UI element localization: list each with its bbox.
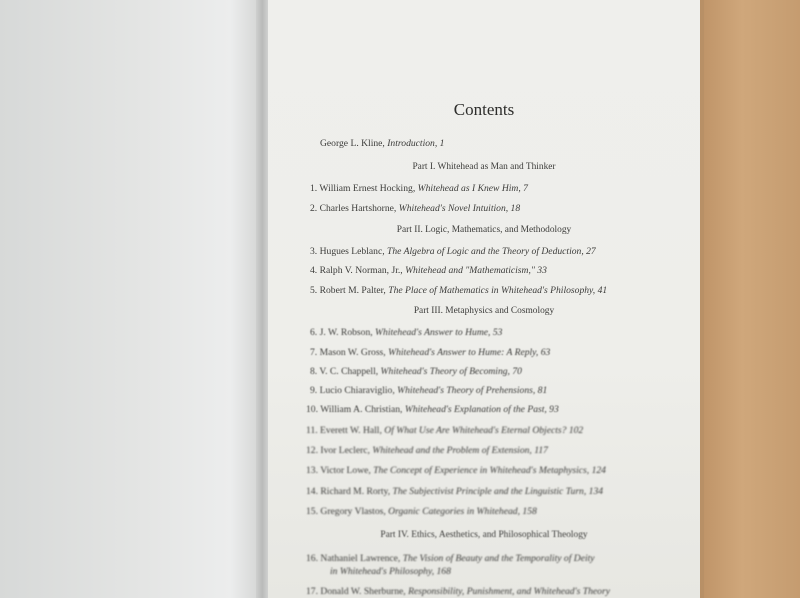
entry-number: 11. [306,425,321,436]
entry-title: The Vision of Beauty and the Temporality of Deity [402,553,595,564]
entry-title: Whitehead's Theory of Prehensions, 81 [397,385,548,396]
entry-title: Whitehead's Novel Intuition, 18 [398,203,521,214]
entry-number: 1. [310,183,320,194]
contents-page [268,0,700,598]
entry-number: 16. [306,553,321,564]
entry-number: 14. [306,486,321,497]
toc-entry [306,506,537,517]
toc-entry [310,385,547,396]
entry-number: 2. [310,203,320,214]
entry-title: Of What Use Are Whitehead's Eternal Objects? 102 [384,425,584,436]
entry-title: The Concept of Experience in Whitehead's Metaphysics, 124 [373,465,606,476]
entry-title: The Subjectivist Principle and the Linguistic Turn, 134 [392,486,604,497]
intro-entry [320,138,444,149]
part-heading: Part I. Whitehead as Man and Thinker [412,162,556,172]
entry-author: Donald W. Sherburne, [320,586,409,597]
toc-entry [306,465,606,476]
entry-number: 6. [310,327,320,338]
toc-entry [310,246,596,257]
entry-title: Whitehead's Explanation of the Past, 93 [404,404,559,415]
entry-author: William Ernest Hocking, [319,183,418,194]
toc-entry [306,425,583,436]
entry-author: Nathaniel Lawrence, [320,553,403,564]
entry-number: 13. [306,465,321,476]
entry-title: Whitehead as I Knew Him, 7 [417,183,528,194]
entry-author: Ivor Leclerc, [320,445,373,456]
entry-author: Victor Lowe, [320,465,374,476]
entry-author: Lucio Chiaraviglio, [319,385,398,396]
entry-title: Responsibility, Punishment, and Whitehead's Theory [408,586,610,597]
entry-title: Whitehead and the Problem of Extension, 117 [372,445,548,456]
entry-title: in Whitehead's Philosophy, 168 [330,566,451,577]
toc-entry [306,486,603,497]
entry-author: Everett W. Hall, [320,425,385,436]
toc-entry [310,203,520,214]
toc-entry [310,327,502,338]
entry-number: 9. [310,385,320,396]
toc-entry [306,445,548,456]
entry-title: The Algebra of Logic and the Theory of Deduction, 27 [387,246,596,257]
entry-title: Whitehead's Answer to Hume, 53 [375,327,503,338]
entry-title: Whitehead's Answer to Hume: A Reply, 63 [388,347,551,358]
entry-number: 15. [306,506,321,517]
part-heading: Part III. Metaphysics and Cosmology [413,306,555,316]
entry-author: Charles Hartshorne, [319,203,399,214]
entry-title: Introduction, 1 [387,138,445,149]
entry-number: 5. [310,285,320,296]
table-surface [704,0,800,598]
entry-author: Richard M. Rorty, [320,486,393,497]
entry-author: Hugues Leblanc, [319,246,387,257]
part-heading: Part II. Logic, Mathematics, and Methodology [396,225,572,235]
entry-author: J. W. Robson, [319,327,376,338]
toc-entry-continuation [330,566,451,577]
entry-number: 4. [310,265,320,276]
entry-author: Robert M. Palter, [319,285,389,296]
toc-entry [310,347,550,358]
toc-entry [306,404,559,415]
entry-author: Ralph V. Norman, Jr., [319,265,406,276]
toc-entry [310,285,607,296]
entry-number: 10. [306,404,321,415]
entry-author: Mason W. Gross, [319,347,389,358]
entry-author: George L. Kline, [320,138,388,149]
page-title: Contents [453,100,515,119]
entry-number: 7. [310,347,320,358]
toc-entry [310,183,528,194]
entry-author: William A. Christian, [320,404,405,415]
entry-title: Whitehead's Theory of Becoming, 70 [380,366,522,377]
toc-entry [306,553,595,564]
entry-title: Whitehead and "Mathematicism," 33 [405,265,547,276]
entry-title: The Place of Mathematics in Whitehead's Philosophy, 41 [388,285,608,296]
page-edge [700,0,704,598]
left-blank-page [0,0,262,598]
entry-number: 3. [310,246,320,257]
toc-entry [310,265,547,276]
toc-entry [306,586,610,597]
entry-number: 8. [310,366,320,377]
entry-number: 12. [306,445,321,456]
entry-author: Gregory Vlastos, [320,506,389,517]
entry-number: 17. [306,586,321,597]
part-heading: Part IV. Ethics, Aesthetics, and Philosophical Theology [380,530,588,540]
toc-entry [310,366,522,377]
entry-title: Organic Categories in Whitehead, 158 [388,506,537,517]
entry-author: V. C. Chappell, [319,366,381,377]
